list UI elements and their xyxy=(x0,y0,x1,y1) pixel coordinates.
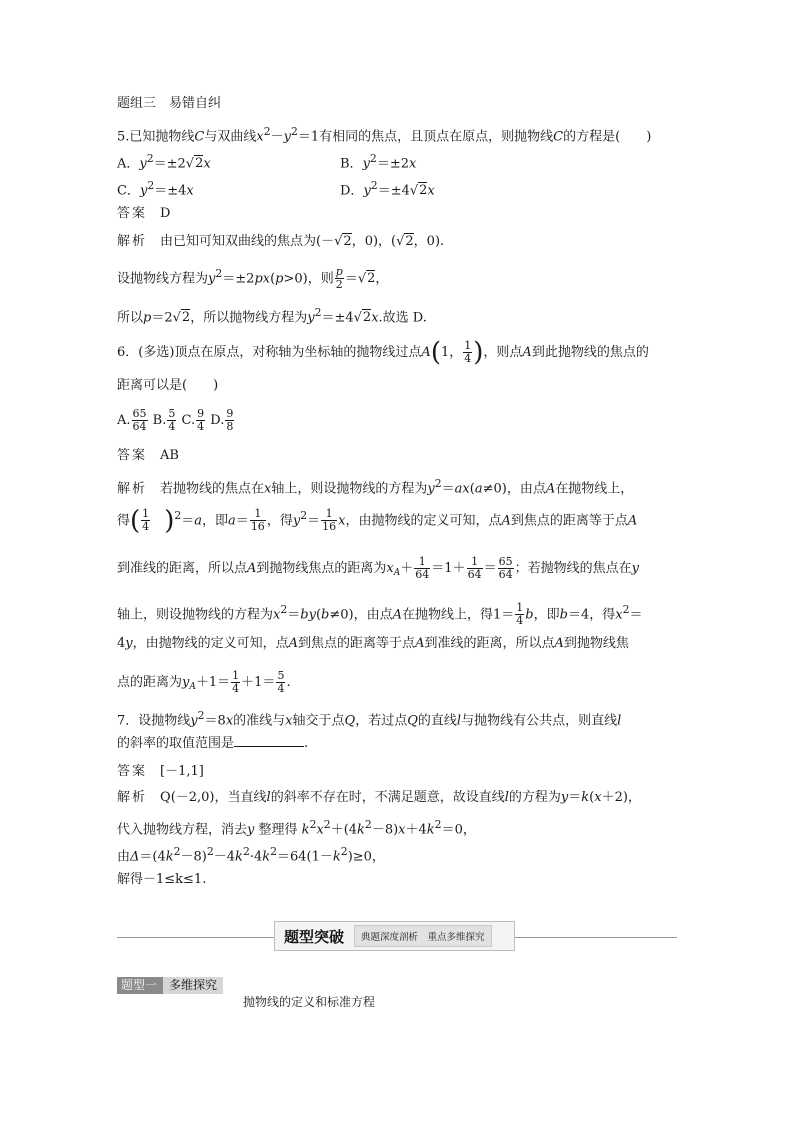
q7-stem-2: 的斜率的取值范围是 . xyxy=(117,736,309,751)
type-tag-number: 题型一 xyxy=(117,977,163,994)
q7-answer: 答案 [－1,1] xyxy=(117,764,204,779)
q6-analysis-1: 解析 若抛物线的焦点在x轴上，则设抛物线的方程为$y^2=ax(a\ne 0)$，由点A在抛物线上， xyxy=(117,477,634,497)
q7-analysis-3: 由$\Delta=(4k^2-8)^2-4k^2\cdot 4k^2=64(1-k^2)\ge 0$， xyxy=(117,845,385,865)
q5-answer: 答案 D xyxy=(117,206,171,221)
group-heading: 题组三 易错自纠 xyxy=(117,96,222,111)
type-tag xyxy=(117,977,223,994)
q7-stem: 7．设抛物线$y^2=8x$的准线与x轴交于点Q，若过点Q的直线l与抛物线有公共点，则直线l xyxy=(117,709,622,729)
q6-stem-2: 距离可以是( ) xyxy=(117,378,219,393)
q5-option-b: B．$y^2=\pm 2x$ xyxy=(340,152,417,172)
q6-analysis-5: 4y，由抛物线的定义可知，点A到焦点的距离等于点A到准线的距离，所以点A到抛物线焦 xyxy=(117,636,629,651)
divider-left xyxy=(117,937,274,938)
q7-analysis-2: 代入抛物线方程，消去y 整理得 $k^2x^2+(4k^2-8)x+4k^2=0$， xyxy=(117,818,476,838)
q6-options: A. $\frac{65}{64}$ B. $\frac{5}{4}$ C. $\frac{9}{4}$ D. $\frac{9}{8}$ xyxy=(117,407,234,433)
divider-right xyxy=(515,937,677,938)
q6-stem: 6．(多选)顶点在原点，对称轴为坐标轴的抛物线过点A(1， $\frac{1}{4}$ )，则点A到此抛物线的焦点的 xyxy=(117,337,649,368)
q5-option-a: A．$y^2=\pm 2√2x$ xyxy=(117,152,211,172)
banner-subtitle: 典题深度剖析 重点多维探究 xyxy=(354,925,492,947)
q5-stem: 5.已知抛物线C与双曲线$x^2-y^2=1$有相同的焦点，且顶点在原点，则抛物线C的方程是( ) xyxy=(117,125,652,145)
answer-blank xyxy=(234,734,304,747)
q6-analysis-4: 轴上，则设抛物线的方程为$x^2=by(b\ne 0)$，由点A在抛物线上，得1＝ $\frac{1}{4}$ b，即b＝4，得$x^2=$ xyxy=(117,601,643,628)
q5-option-c: C．$y^2=\pm 4x$ xyxy=(117,179,194,199)
q6-answer: 答案 AB xyxy=(117,448,179,463)
banner-title: 题型突破 xyxy=(284,927,345,946)
q5-option-d: D．$y^2=\pm 4√2x$ xyxy=(340,179,435,199)
q5-analysis-3: 所以p＝2√2，所以抛物线方程为$y^2=\pm 4√2x$.故选 D. xyxy=(117,306,427,326)
q5-analysis-1: 解析 由已知可知双曲线的焦点为(－√2，0)，(√2，0). xyxy=(117,234,445,249)
q5-analysis-2: 设抛物线方程为$y^2=\pm 2px(p>0)$，则 $\frac{p}{2}$ ＝√2， xyxy=(117,265,389,292)
q6-analysis-6: 点的距离为$y_A+1=$ $\frac{1}{4}$ ＋1＝ $\frac{5}{4}$ . xyxy=(117,669,291,695)
topic-title: 抛物线的定义和标准方程 xyxy=(243,995,376,1009)
q7-analysis-1: 解析 Q(－2,0)，当直线l的斜率不存在时，不满足题意，故设直线l的方程为y＝k(x＋2)， xyxy=(117,790,641,805)
section-banner xyxy=(274,921,515,951)
q6-analysis-2: 得( $\frac{1}{4}$ )$^2$＝a，即a＝ $\frac{1}{16}$ ，得$y^2=$ $\frac{1}{16}$ x，由抛物线的定义可知，点A到焦点的距离等于点A xyxy=(117,505,638,536)
q7-analysis-4: 解得－1≤k≤1. xyxy=(117,872,207,887)
type-tag-label: 多维探究 xyxy=(163,977,223,994)
q6-analysis-3: 到准线的距离，所以点A到抛物线焦点的距离为$x_A+$ $\frac{1}{64}$ ＝1＋ $\frac{1}{64}$ ＝ $\frac{65}{64}$ ；若抛物线的焦点在y xyxy=(117,555,639,581)
